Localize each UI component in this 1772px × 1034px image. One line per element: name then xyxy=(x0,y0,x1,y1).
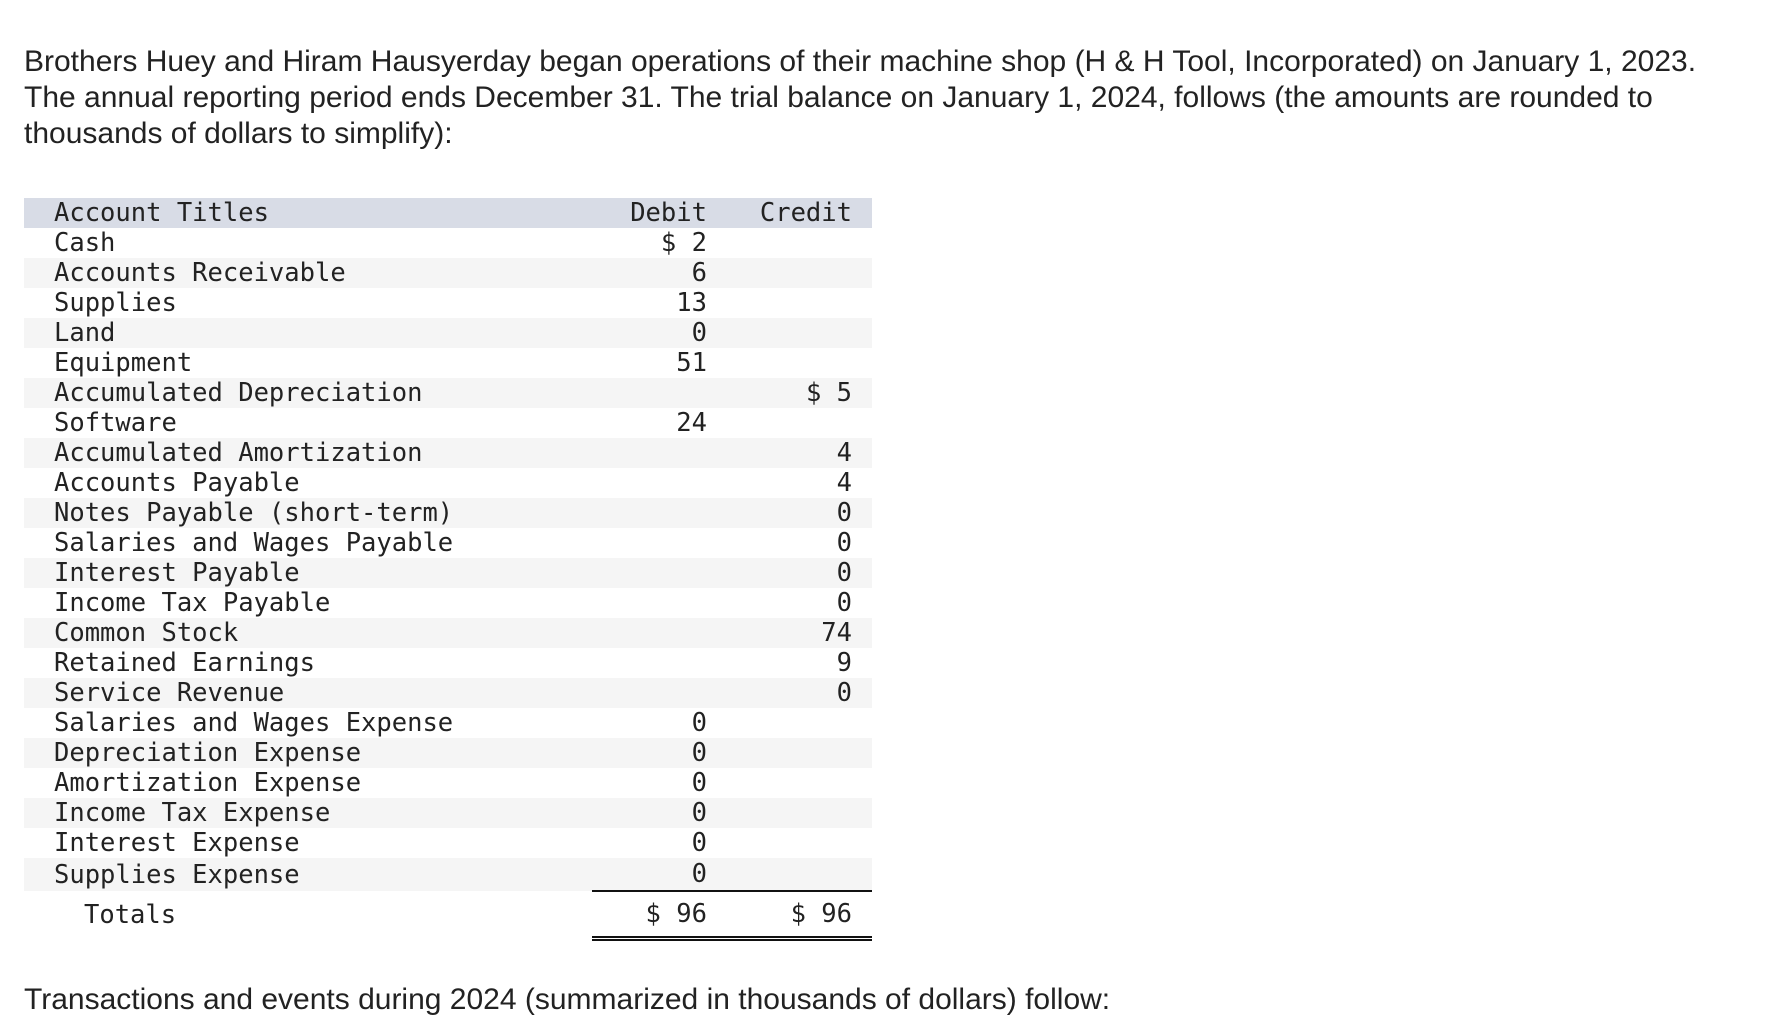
debit-amount: 6 xyxy=(592,258,725,288)
credit-amount: 0 xyxy=(725,678,872,708)
table-row xyxy=(24,468,872,498)
table-row xyxy=(24,768,872,798)
credit-amount: 0 xyxy=(725,528,872,558)
credit-amount xyxy=(725,258,872,288)
table-row xyxy=(24,618,872,648)
table-row xyxy=(24,858,872,891)
table-row xyxy=(24,258,872,288)
account-title: Interest Payable xyxy=(24,558,592,588)
table-row xyxy=(24,828,872,858)
credit-amount xyxy=(725,318,872,348)
table-row xyxy=(24,648,872,678)
totals-label: Totals xyxy=(24,891,592,939)
credit-amount xyxy=(725,288,872,318)
account-title: Accumulated Depreciation xyxy=(24,378,592,408)
credit-amount xyxy=(725,738,872,768)
table-row xyxy=(24,678,872,708)
debit-amount xyxy=(592,438,725,468)
table-row xyxy=(24,798,872,828)
account-title: Salaries and Wages Expense xyxy=(24,708,592,738)
credit-amount: 74 xyxy=(725,618,872,648)
credit-amount: 0 xyxy=(725,498,872,528)
debit-amount: 0 xyxy=(592,798,725,828)
debit-amount: 51 xyxy=(592,348,725,378)
debit-amount xyxy=(592,618,725,648)
table-row xyxy=(24,228,872,258)
account-title: Accounts Payable xyxy=(24,468,592,498)
intro-paragraph: Brothers Huey and Hiram Hausyerday began operations of their machine shop (H & H Tool, Incorporated) on January 1, 2023. The annual reporting period ends December 31. The trial balance on January 1, 2024, follows (the amounts are rounded to thousands of dollars to simplify): xyxy=(24,45,1697,150)
table-row xyxy=(24,348,872,378)
table-row xyxy=(24,498,872,528)
account-title: Equipment xyxy=(24,348,592,378)
table-row xyxy=(24,288,872,318)
account-title: Retained Earnings xyxy=(24,648,592,678)
debit-amount: 0 xyxy=(592,858,725,891)
debit-amount xyxy=(592,588,725,618)
table-row xyxy=(24,588,872,618)
header-debit: Debit xyxy=(592,198,725,228)
totals-row xyxy=(24,891,872,939)
table-row xyxy=(24,438,872,468)
table-row xyxy=(24,708,872,738)
debit-amount xyxy=(592,468,725,498)
debit-amount xyxy=(592,648,725,678)
account-title: Interest Expense xyxy=(24,828,592,858)
account-title: Land xyxy=(24,318,592,348)
account-title: Accumulated Amortization xyxy=(24,438,592,468)
debit-amount: 24 xyxy=(592,408,725,438)
account-title: Income Tax Payable xyxy=(24,588,592,618)
debit-amount: 0 xyxy=(592,828,725,858)
table-row xyxy=(24,408,872,438)
credit-amount xyxy=(725,768,872,798)
debit-amount xyxy=(592,558,725,588)
credit-amount xyxy=(725,828,872,858)
header-account-titles: Account Titles xyxy=(24,198,592,228)
account-title: Depreciation Expense xyxy=(24,738,592,768)
debit-amount: $ 2 xyxy=(592,228,725,258)
debit-amount: 0 xyxy=(592,318,725,348)
table-row xyxy=(24,558,872,588)
credit-amount: 0 xyxy=(725,588,872,618)
debit-amount: 0 xyxy=(592,738,725,768)
debit-amount: 13 xyxy=(592,288,725,318)
header-credit: Credit xyxy=(725,198,872,228)
credit-total: $ 96 xyxy=(725,891,872,939)
credit-amount xyxy=(725,408,872,438)
debit-amount: 0 xyxy=(592,768,725,798)
debit-amount xyxy=(592,678,725,708)
credit-amount: 4 xyxy=(725,438,872,468)
account-title: Income Tax Expense xyxy=(24,798,592,828)
credit-amount: 4 xyxy=(725,468,872,498)
credit-amount xyxy=(725,348,872,378)
table-header-row xyxy=(24,198,872,228)
debit-amount xyxy=(592,498,725,528)
credit-amount xyxy=(725,228,872,258)
account-title: Supplies xyxy=(24,288,592,318)
credit-amount xyxy=(725,708,872,738)
account-title: Service Revenue xyxy=(24,678,592,708)
debit-amount xyxy=(592,528,725,558)
table-row xyxy=(24,318,872,348)
table-body xyxy=(24,228,872,891)
debit-amount: 0 xyxy=(592,708,725,738)
credit-amount: 0 xyxy=(725,558,872,588)
trial-balance-table xyxy=(24,198,872,941)
account-title: Notes Payable (short-term) xyxy=(24,498,592,528)
debit-total: $ 96 xyxy=(592,891,725,939)
credit-amount: 9 xyxy=(725,648,872,678)
account-title: Amortization Expense xyxy=(24,768,592,798)
credit-amount: $ 5 xyxy=(725,378,872,408)
table-row xyxy=(24,378,872,408)
account-title: Accounts Receivable xyxy=(24,258,592,288)
account-title: Cash xyxy=(24,228,592,258)
table-row xyxy=(24,528,872,558)
account-title: Supplies Expense xyxy=(24,858,592,891)
account-title: Common Stock xyxy=(24,618,592,648)
debit-amount xyxy=(592,378,725,408)
account-title: Software xyxy=(24,408,592,438)
account-title: Salaries and Wages Payable xyxy=(24,528,592,558)
credit-amount xyxy=(725,858,872,891)
transactions-lead-in: Transactions and events during 2024 (summarized in thousands of dollars) follow: xyxy=(24,983,1111,1016)
table-row xyxy=(24,738,872,768)
credit-amount xyxy=(725,798,872,828)
